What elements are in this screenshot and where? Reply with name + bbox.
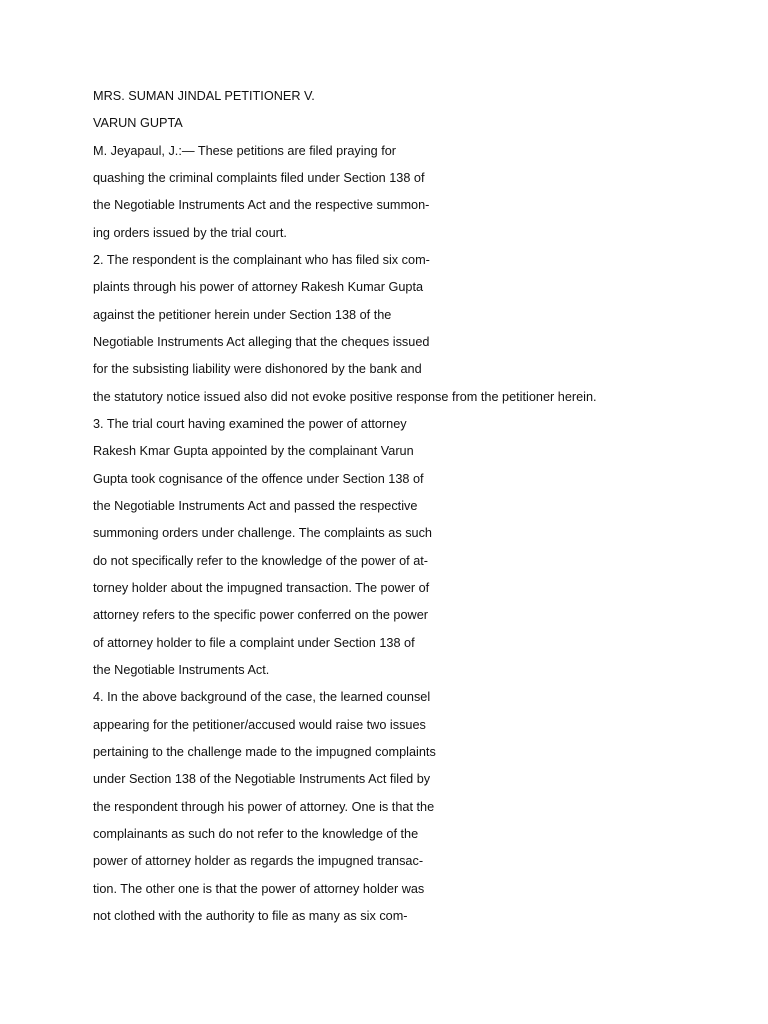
text-line: the Negotiable Instruments Act and the respective summon-: [93, 198, 430, 213]
text-line: tion. The other one is that the power of attorney holder was: [93, 881, 425, 896]
text-line: plaints through his power of attorney Rakesh Kumar Gupta: [93, 280, 424, 295]
text-line: Gupta took cognisance of the offence under Section 138 of: [93, 471, 424, 486]
text-line: 3. The trial court having examined the power of attorney: [93, 416, 407, 431]
text-line: pertaining to the challenge made to the impugned complaints: [93, 744, 436, 759]
text-line: against the petitioner herein under Section 138 of the: [93, 307, 392, 322]
text-line: appearing for the petitioner/accused would raise two issues: [93, 717, 426, 732]
text-line: for the subsisting liability were dishonored by the bank and: [93, 362, 422, 377]
text-line: attorney refers to the specific power conferred on the power: [93, 608, 428, 623]
text-line: the statutory notice issued also did not evoke positive response from the petitioner herein.: [93, 389, 597, 404]
text-line: complainants as such do not refer to the knowledge of the: [93, 826, 419, 841]
text-line: ing orders issued by the trial court.: [93, 225, 287, 240]
text-line: power of attorney holder as regards the impugned transac-: [93, 854, 424, 869]
text-line: not clothed with the authority to file as many as six com-: [93, 908, 408, 923]
text-line: quashing the criminal complaints filed under Section 138 of: [93, 170, 425, 185]
text-line: the respondent through his power of attorney. One is that the: [93, 799, 435, 814]
text-line: under Section 138 of the Negotiable Instruments Act filed by: [93, 772, 431, 787]
text-line: the Negotiable Instruments Act.: [93, 662, 270, 677]
text-line: of attorney holder to file a complaint under Section 138 of: [93, 635, 415, 650]
text-line: M. Jeyapaul, J.:— These petitions are filed praying for: [93, 143, 397, 158]
text-line: do not specifically refer to the knowledge of the power of at-: [93, 553, 428, 568]
text-line: the Negotiable Instruments Act and passed the respective: [93, 498, 418, 513]
text-line: 4. In the above background of the case, the learned counsel: [93, 690, 431, 705]
text-line: Negotiable Instruments Act alleging that the cheques issued: [93, 334, 430, 349]
case-title: MRS. SUMAN JINDAL PETITIONER V.: [93, 89, 315, 103]
text-line: 2. The respondent is the complainant who has filed six com-: [93, 252, 430, 267]
text-line: torney holder about the impugned transaction. The power of: [93, 580, 430, 595]
text-line: Rakesh Kmar Gupta appointed by the complainant Varun: [93, 444, 414, 459]
text-line: summoning orders under challenge. The complaints as such: [93, 526, 432, 541]
document-body: [93, 86, 753, 933]
case-title-respondent: VARUN GUPTA: [93, 116, 183, 131]
